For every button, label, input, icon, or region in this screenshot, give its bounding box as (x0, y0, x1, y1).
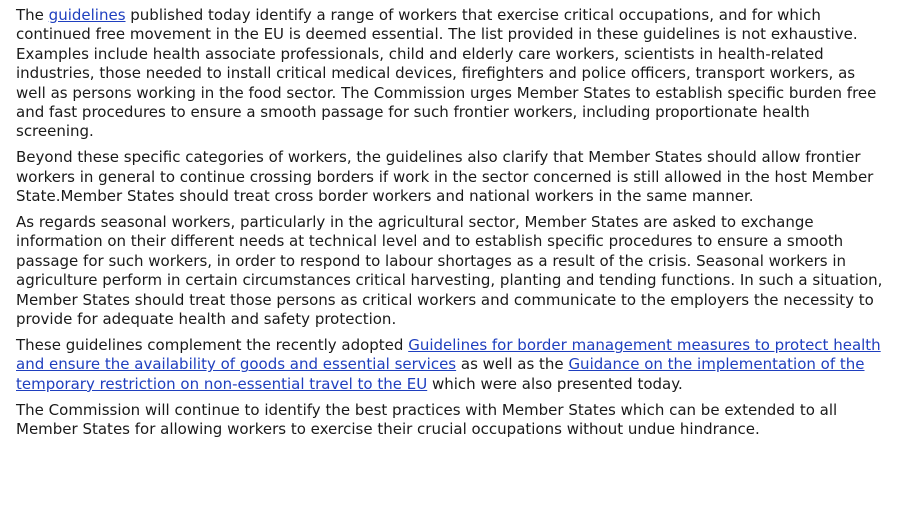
paragraph-text: The (16, 6, 49, 24)
paragraph-seasonal-workers: As regards seasonal workers, particularly in the agricultural sector, Member States are asked to exchange information on their different needs at technical level and to establish specific procedures to ensure a smooth passage for such workers, in order to respond to labour shortages as a result of the crisis. Seasonal workers in agriculture perform in certain circumstances critical harvesting, planting and tending functions. In such a situation, Member States should treat those persons as critical workers and communicate to the employers the necessity to provide for adequate health and safety protection. (16, 213, 883, 329)
paragraph-text: published today identify a range of workers that exercise critical occupations, and for which continued free movement in the EU is deemed essential. The list provided in these guidelines is not exhaustive. Examples include health associate professionals, child and elderly care workers, scientists in health-related industries, those needed to install critical medical devices, firefighters and police officers, transport workers, as well as persons working in the food sector. The Commission urges Member States to establish specific burden free and fast procedures to ensure a smooth passage for such frontier workers, including proportionate health screening. (16, 6, 877, 141)
paragraph-complementary-guidelines (16, 336, 888, 394)
paragraph-critical-workers (16, 6, 888, 142)
travel-restriction-guidance-link[interactable]: Guidance on the implementation of the temporary restriction on non-essential travel to the EU (16, 355, 865, 393)
paragraph-text: as well as the (456, 355, 569, 374)
paragraph-text: which were also presented today. (427, 374, 683, 393)
article-body (16, 6, 888, 446)
guidelines-link[interactable]: guidelines (48, 6, 126, 24)
paragraph-frontier-workers: Beyond these specific categories of workers, the guidelines also clarify that Member States should allow frontier workers in general to continue crossing borders if work in the sector concerned is still allowed in the host Member State.Member States should treat cross border workers and national workers in the same manner. (16, 148, 874, 206)
paragraph-text: These guidelines complement the recently adopted (16, 336, 409, 354)
border-management-guidelines-link[interactable]: Guidelines for border management measures to protect health and ensure the availability of goods and essential services (16, 336, 881, 374)
paragraph-best-practices: The Commission will continue to identify the best practices with Member States which can be extended to all Member States for allowing workers to exercise their crucial occupations without undue hindrance. (16, 400, 838, 439)
